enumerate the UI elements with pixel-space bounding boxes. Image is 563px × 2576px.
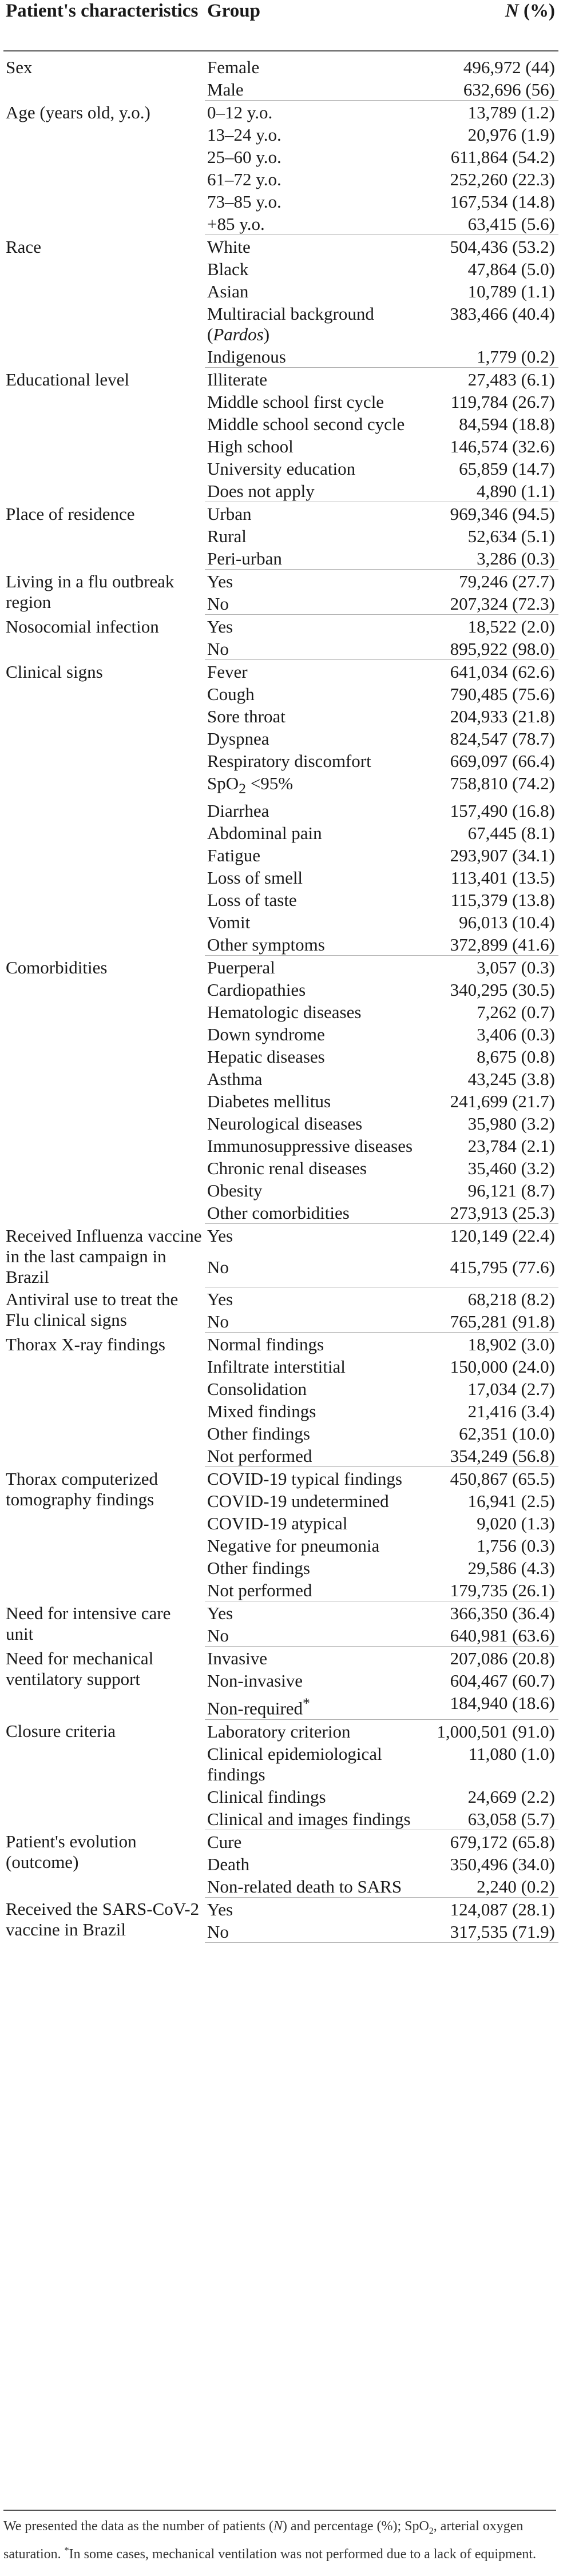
characteristic-cell: Living in a flu outbreak region xyxy=(6,571,175,612)
value-cell: 10,789 (1.1) xyxy=(467,281,555,301)
value-cell: 611,864 (54.2) xyxy=(450,147,555,167)
group-cell: Infiltrate interstitial xyxy=(207,1357,346,1377)
header-percent: (%) xyxy=(518,1,555,21)
header-characteristics: Patient's characteristics xyxy=(3,0,205,51)
group-cell: Dyspnea xyxy=(207,729,269,749)
characteristic-cell: Received the SARS-CoV-2 vaccine in Brazil xyxy=(6,1899,200,1940)
group-cell: Clinical epidemiological findings xyxy=(207,1743,382,1784)
value-cell: 1,756 (0.3) xyxy=(477,1536,555,1556)
group-cell: 0–12 y.o. xyxy=(207,102,273,122)
value-cell: 47,864 (5.0) xyxy=(467,259,555,279)
value-cell: 52,634 (5.1) xyxy=(467,526,555,546)
group-cell: Respiratory discomfort xyxy=(207,751,371,771)
value-cell: 824,547 (78.7) xyxy=(450,729,555,749)
group-cell: Diarrhea xyxy=(207,801,269,821)
value-cell: 79,246 (27.7) xyxy=(459,571,555,591)
value-cell: 641,034 (62.6) xyxy=(450,662,555,682)
value-cell: 27,483 (6.1) xyxy=(467,369,555,389)
table-row xyxy=(3,660,558,683)
value-cell: 604,467 (60.7) xyxy=(450,1671,555,1691)
value-cell: 35,980 (3.2) xyxy=(467,1114,555,1134)
group-cell: Other findings xyxy=(207,1424,310,1444)
group-cell: Vomit xyxy=(207,912,251,933)
value-cell: 632,696 (56) xyxy=(415,78,558,101)
group-cell: Other comorbidities xyxy=(205,1201,415,1224)
group-cell: Hepatic diseases xyxy=(207,1047,325,1067)
table-row xyxy=(3,101,558,124)
value-cell: 20,976 (1.9) xyxy=(467,125,555,145)
group-cell: Urban xyxy=(207,504,252,524)
value-cell: 65,859 (14.7) xyxy=(459,459,555,479)
value-cell: 113,401 (13.5) xyxy=(450,868,555,888)
value-cell: 3,057 (0.3) xyxy=(477,957,555,978)
characteristic-cell: Comorbidities xyxy=(6,957,108,977)
table-row xyxy=(3,1897,558,1920)
value-cell: 1,000,501 (91.0) xyxy=(437,1721,555,1742)
table-row xyxy=(3,1224,558,1256)
characteristic-cell: Thorax X-ray findings xyxy=(6,1334,165,1354)
group-cell: Not performed xyxy=(205,1444,415,1467)
characteristic-cell: Need for mechanical ventilatory support xyxy=(6,1648,154,1689)
table-row xyxy=(3,1333,558,1355)
group-cell: Immunosuppressive diseases xyxy=(207,1136,413,1156)
group-cell: Middle school first cycle xyxy=(207,392,384,412)
group-cell: No xyxy=(205,592,415,615)
group-cell: No xyxy=(205,1624,415,1647)
table-row xyxy=(3,956,558,979)
value-cell: 2,240 (0.2) xyxy=(415,1875,558,1898)
value-cell: 252,260 (22.3) xyxy=(450,169,555,189)
value-cell: 21,416 (3.4) xyxy=(467,1401,555,1422)
value-cell: 84,594 (18.8) xyxy=(459,414,555,434)
value-cell: 96,013 (10.4) xyxy=(459,912,555,933)
group-cell: Neurological diseases xyxy=(207,1114,363,1134)
group-cell: Rural xyxy=(207,526,247,546)
group-cell: COVID-19 typical findings xyxy=(207,1469,402,1489)
value-cell: 11,080 (1.0) xyxy=(468,1743,555,1764)
group-cell: Yes xyxy=(207,571,233,591)
header-group: Group xyxy=(205,0,415,51)
characteristic-cell: Received Influenza vaccine in the last campaign in Brazil xyxy=(6,1225,202,1287)
value-cell: 241,699 (21.7) xyxy=(450,1091,555,1112)
group-cell: High school xyxy=(207,436,294,456)
group-cell: Chronic renal diseases xyxy=(207,1158,367,1179)
group-cell: Death xyxy=(207,1854,250,1874)
group-cell: COVID-19 atypical xyxy=(207,1513,348,1534)
group-cell: Cough xyxy=(207,684,255,704)
value-cell: 150,000 (24.0) xyxy=(450,1357,555,1377)
value-cell: 17,034 (2.7) xyxy=(467,1379,555,1400)
value-cell: 18,902 (3.0) xyxy=(467,1334,555,1355)
value-cell: 207,324 (72.3) xyxy=(415,592,558,615)
group-cell: Indigenous xyxy=(205,345,415,368)
characteristics-table xyxy=(3,0,558,1943)
table-row xyxy=(3,1719,558,1742)
group-cell: 61–72 y.o. xyxy=(207,169,282,189)
group-cell: Multiracial background (Pardos) xyxy=(207,304,374,344)
value-cell: 115,379 (13.8) xyxy=(450,890,555,911)
value-cell: 120,149 (22.4) xyxy=(450,1226,555,1246)
value-cell: 496,972 (44) xyxy=(463,57,555,77)
value-cell: 969,346 (94.5) xyxy=(450,504,555,524)
header-n-percent xyxy=(415,0,558,51)
characteristic-cell: Educational level xyxy=(6,369,130,389)
group-cell: No xyxy=(205,1310,415,1333)
group-cell: Asian xyxy=(207,281,249,301)
value-cell: 317,535 (71.9) xyxy=(415,1920,558,1943)
value-cell: 167,534 (14.8) xyxy=(450,192,555,212)
group-cell: Peri-urban xyxy=(205,547,415,570)
group-cell: Diabetes mellitus xyxy=(207,1091,331,1112)
value-cell: 350,496 (34.0) xyxy=(450,1854,555,1874)
group-cell: Clinical and images findings xyxy=(205,1807,415,1830)
group-cell: No xyxy=(205,637,415,660)
value-cell: 24,669 (2.2) xyxy=(467,1786,555,1807)
value-cell: 504,436 (53.2) xyxy=(450,237,555,257)
value-cell: 13,789 (1.2) xyxy=(467,102,555,122)
table-row xyxy=(3,1830,558,1853)
group-cell: 73–85 y.o. xyxy=(207,192,282,212)
table-row xyxy=(3,1287,558,1310)
table-row xyxy=(3,1467,558,1490)
group-cell: Clinical findings xyxy=(207,1786,326,1807)
value-cell: 640,981 (63.6) xyxy=(415,1624,558,1647)
value-cell: 895,922 (98.0) xyxy=(415,637,558,660)
value-cell: 184,940 (18.6) xyxy=(415,1691,558,1719)
value-cell: 450,867 (65.5) xyxy=(450,1469,555,1489)
group-cell: Abdominal pain xyxy=(207,823,322,844)
value-cell: 383,466 (40.4) xyxy=(450,304,555,324)
group-cell: Laboratory criterion xyxy=(207,1721,351,1742)
value-cell: 765,281 (91.8) xyxy=(415,1310,558,1333)
table-row xyxy=(3,1647,558,1669)
value-cell: 146,574 (32.6) xyxy=(450,436,555,456)
value-cell: 8,675 (0.8) xyxy=(477,1047,555,1067)
group-cell: Not performed xyxy=(205,1579,415,1601)
table-body xyxy=(3,51,558,1942)
group-cell: Negative for pneumonia xyxy=(207,1536,380,1556)
table-row xyxy=(3,51,558,78)
group-cell: Non-required* xyxy=(205,1691,415,1719)
group-cell: Non-related death to SARS xyxy=(205,1875,415,1898)
group-cell: +85 y.o. xyxy=(205,212,415,235)
characteristic-cell: Patient's evolution (outcome) xyxy=(6,1831,137,1873)
group-cell: Obesity xyxy=(207,1180,263,1201)
value-cell: 669,097 (66.4) xyxy=(450,751,555,771)
value-cell: 273,913 (25.3) xyxy=(415,1201,558,1224)
table-footnote: We presented the data as the number of patients (N) and percentage (%); SpO$_2$, arterial oxygen saturation. *In some cases, mechanical ventilation was not performed due to a lack of equipment. xyxy=(3,2510,556,2564)
value-cell: 124,087 (28.1) xyxy=(450,1899,555,1919)
group-cell: Other findings xyxy=(207,1558,310,1579)
group-cell: Male xyxy=(205,78,415,101)
characteristic-cell: Thorax computerized tomography findings xyxy=(6,1468,158,1509)
group-cell: Yes xyxy=(207,1289,233,1310)
value-cell: 758,810 (74.2) xyxy=(450,773,555,793)
group-cell: Yes xyxy=(207,1603,233,1624)
group-cell: No xyxy=(205,1255,415,1287)
characteristic-cell: Age (years old, y.o.) xyxy=(6,102,150,122)
group-cell: Normal findings xyxy=(207,1334,324,1355)
group-cell: Does not apply xyxy=(205,479,415,502)
value-cell: 179,735 (26.1) xyxy=(415,1579,558,1601)
group-cell: University education xyxy=(207,459,356,479)
group-cell: Female xyxy=(207,57,260,77)
value-cell: 1,779 (0.2) xyxy=(415,345,558,368)
characteristic-cell: Antiviral use to treat the Flu clinical signs xyxy=(6,1289,179,1330)
group-cell: Black xyxy=(207,259,249,279)
value-cell: 43,245 (3.8) xyxy=(467,1069,555,1090)
value-cell: 4,890 (1.1) xyxy=(415,479,558,502)
group-cell: 25–60 y.o. xyxy=(207,147,282,167)
table-row xyxy=(3,615,558,638)
group-cell: Puerperal xyxy=(207,957,275,978)
value-cell: 16,941 (2.5) xyxy=(467,1491,555,1512)
characteristic-cell: Race xyxy=(6,236,41,257)
group-cell: Consolidation xyxy=(207,1379,307,1400)
value-cell: 3,406 (0.3) xyxy=(477,1024,555,1045)
group-cell: Illiterate xyxy=(207,369,267,389)
group-cell: Other symptoms xyxy=(205,933,415,956)
group-cell: Cure xyxy=(207,1831,242,1852)
characteristic-cell: Place of residence xyxy=(6,503,135,524)
value-cell: 207,086 (20.8) xyxy=(450,1648,555,1669)
characteristic-cell: Need for intensive care unit xyxy=(6,1603,171,1644)
value-cell: 372,899 (41.6) xyxy=(415,933,558,956)
value-cell: 63,058 (5.7) xyxy=(415,1807,558,1830)
group-cell: White xyxy=(207,237,251,257)
group-cell: No xyxy=(205,1920,415,1943)
value-cell: 9,020 (1.3) xyxy=(477,1513,555,1534)
group-cell: Down syndrome xyxy=(207,1024,325,1045)
group-cell: Hematologic diseases xyxy=(207,1002,362,1023)
group-cell: Non-invasive xyxy=(207,1671,303,1691)
value-cell: 35,460 (3.2) xyxy=(467,1158,555,1179)
table-row xyxy=(3,368,558,391)
group-cell: Loss of taste xyxy=(207,890,297,911)
group-cell: Sore throat xyxy=(207,706,286,726)
table-row xyxy=(3,235,558,258)
value-cell: 204,933 (21.8) xyxy=(450,706,555,726)
value-cell: 415,795 (77.6) xyxy=(415,1255,558,1287)
value-cell: 96,121 (8.7) xyxy=(467,1180,555,1201)
group-cell: Asthma xyxy=(207,1069,263,1090)
group-cell: Loss of smell xyxy=(207,868,303,888)
table-row xyxy=(3,570,558,593)
group-cell: Mixed findings xyxy=(207,1401,316,1422)
value-cell: 68,218 (8.2) xyxy=(467,1289,555,1310)
table-header xyxy=(3,0,558,51)
value-cell: 67,445 (8.1) xyxy=(467,823,555,844)
table-row xyxy=(3,502,558,525)
value-cell: 340,295 (30.5) xyxy=(450,980,555,1000)
header-n: N xyxy=(505,1,519,21)
group-cell: Invasive xyxy=(207,1648,268,1669)
group-cell: SpO$_2$ <95% xyxy=(207,773,294,797)
value-cell: 18,522 (2.0) xyxy=(467,617,555,637)
value-cell: 3,286 (0.3) xyxy=(415,547,558,570)
value-cell: 29,586 (4.3) xyxy=(467,1558,555,1579)
characteristic-cell: Sex xyxy=(6,57,33,77)
value-cell: 23,784 (2.1) xyxy=(467,1136,555,1156)
table-row xyxy=(3,1601,558,1624)
group-cell: Yes xyxy=(207,1899,233,1919)
value-cell: 679,172 (65.8) xyxy=(450,1831,555,1852)
value-cell: 790,485 (75.6) xyxy=(450,684,555,704)
value-cell: 62,351 (10.0) xyxy=(459,1424,555,1444)
group-cell: Cardiopathies xyxy=(207,980,306,1000)
value-cell: 366,350 (36.4) xyxy=(450,1603,555,1624)
value-cell: 354,249 (56.8) xyxy=(415,1444,558,1467)
group-cell: COVID-19 undetermined xyxy=(207,1491,389,1512)
group-cell: Fever xyxy=(207,662,248,682)
group-cell: Yes xyxy=(207,617,233,637)
value-cell: 119,784 (26.7) xyxy=(450,392,555,412)
characteristic-cell: Clinical signs xyxy=(6,661,103,682)
value-cell: 7,262 (0.7) xyxy=(477,1002,555,1023)
group-cell: Fatigue xyxy=(207,845,260,866)
value-cell: 293,907 (34.1) xyxy=(450,845,555,866)
characteristic-cell: Nosocomial infection xyxy=(6,616,159,637)
value-cell: 157,490 (16.8) xyxy=(450,801,555,821)
group-cell: Middle school second cycle xyxy=(207,414,405,434)
group-cell: 13–24 y.o. xyxy=(207,125,282,145)
value-cell: 63,415 (5.6) xyxy=(415,212,558,235)
characteristic-cell: Closure criteria xyxy=(6,1721,116,1742)
group-cell: Yes xyxy=(207,1226,233,1246)
